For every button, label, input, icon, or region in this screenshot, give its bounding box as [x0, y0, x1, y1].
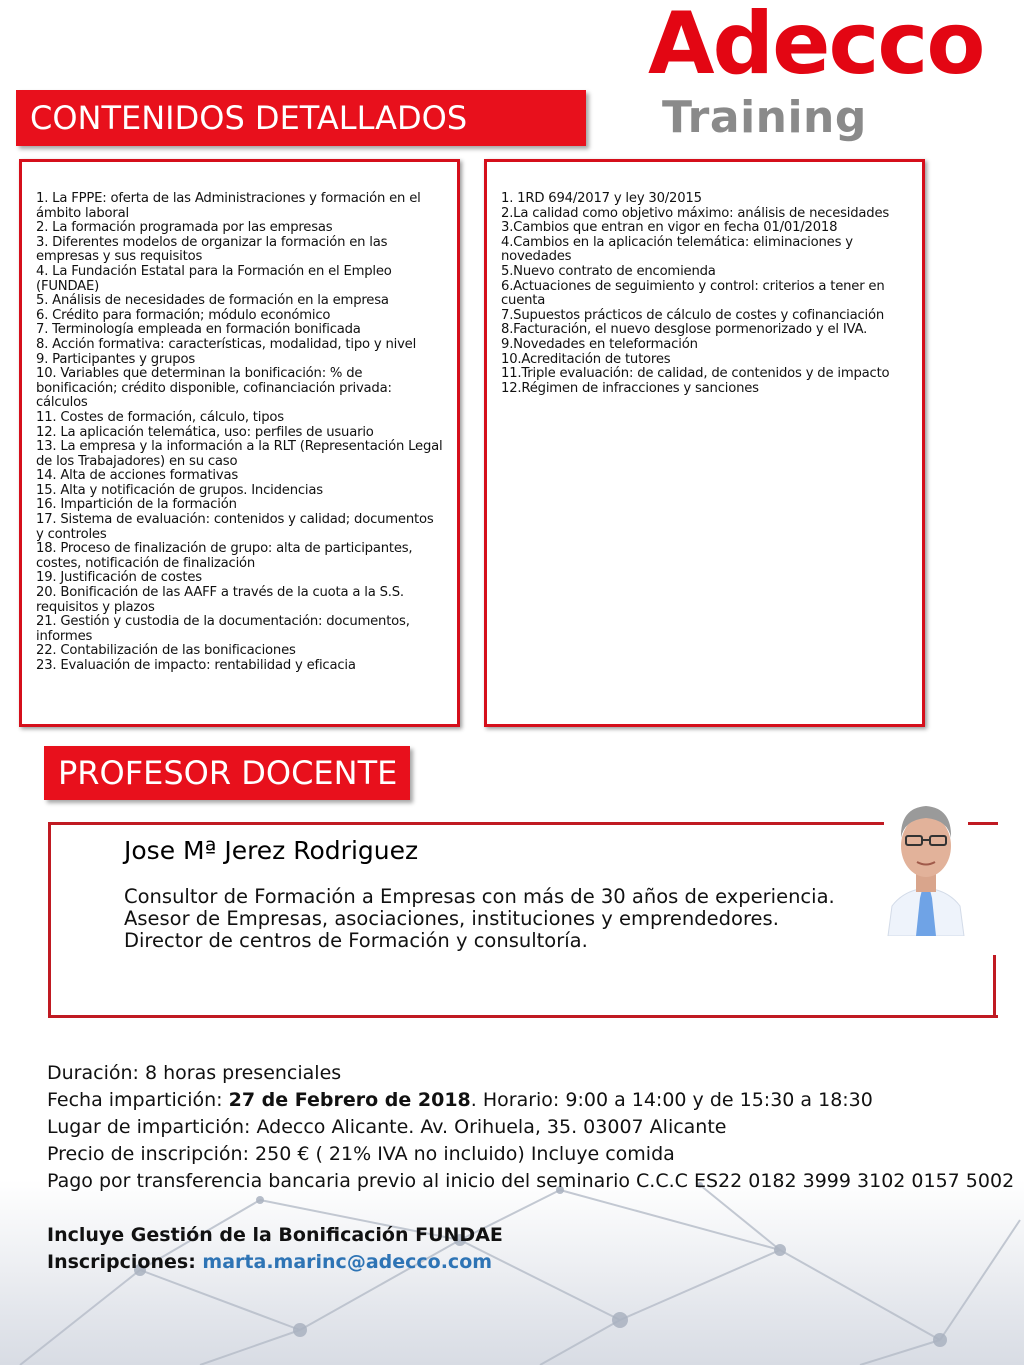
contents-item: 7. Terminología empleada en formación bonificada	[36, 322, 361, 338]
professor-description-line: Asesor de Empresas, asociaciones, instituciones y emprendedores.	[124, 907, 779, 930]
contents-item: 8.Facturación, el nuevo desglose pormenorizado y el IVA.	[501, 322, 868, 338]
contents-item: 22. Contabilización de las bonificaciones	[36, 643, 296, 659]
contents-item: 16. Impartición de la formación	[36, 497, 237, 513]
course-info	[47, 1060, 1014, 1195]
contents-item: 18. Proceso de finalización de grupo: alta de participantes, costes, notificación de finalización	[36, 541, 413, 571]
contents-item: 3. Diferentes modelos de organizar la formación en las empresas y sus requisitos	[36, 234, 388, 265]
professor-description-line: Director de centros de Formación y consultoría.	[124, 929, 588, 952]
contents-item: 13. La empresa y la información a la RLT (Representación Legal de los Trabajadores) en su caso	[36, 439, 443, 469]
contents-item: 4.Cambios en la aplicación telemática: eliminaciones y novedades	[501, 234, 853, 265]
contents-item: 12. La aplicación telemática, uso: perfiles de usuario	[36, 424, 374, 440]
contents-section-header	[16, 90, 586, 146]
contents-item: 23. Evaluación de impacto: rentabilidad y eficacia	[36, 658, 356, 673]
fundae-line: Incluye Gestión de la Bonificación FUNDAE	[47, 1224, 503, 1246]
contents-item: 6. Crédito para formación; módulo económico	[36, 307, 331, 323]
schedule-text: . Horario: 9:00 a 14:00 y de 15:30 a 18:30	[470, 1089, 873, 1111]
contents-left-box	[19, 159, 460, 727]
date-line	[47, 1087, 1014, 1114]
contents-item: 21. Gestión y custodia de la documentación: documentos, informes	[36, 614, 410, 644]
duration-line: Duración: 8 horas presenciales	[47, 1062, 342, 1084]
contents-item: 20. Bonificación de las AAFF a través de la cuota a la S.S. requisitos y plazos	[36, 585, 404, 615]
contents-item: 11. Costes de formación, cálculo, tipos	[36, 409, 284, 425]
contents-item: 5.Nuevo contrato de encomienda	[501, 263, 716, 279]
contents-item: 2. La formación programada por las empresas	[36, 220, 333, 236]
date-label: Fecha impartición:	[47, 1089, 229, 1111]
contents-item: 5. Análisis de necesidades de formación en la empresa	[36, 293, 389, 309]
contents-item: 15. Alta y notificación de grupos. Incidencias	[36, 482, 323, 498]
professor-section-header	[44, 746, 410, 800]
contents-item: 6.Actuaciones de seguimiento y control: criterios a tener en cuenta	[501, 278, 885, 309]
registration-email-link[interactable]: marta.marinc@adecco.com	[202, 1251, 493, 1273]
professor-section-title: PROFESOR DOCENTE	[58, 754, 398, 792]
contents-item: 1. 1RD 694/2017 y ley 30/2015	[501, 191, 702, 206]
contents-item: 11.Triple evaluación: de calidad, de contenidos y de impacto	[501, 366, 890, 382]
contents-left-list	[36, 192, 443, 674]
contents-item: 14. Alta de acciones formativas	[36, 468, 239, 484]
contents-item: 10.Acreditación de tutores	[501, 351, 671, 367]
contents-right-list	[501, 192, 908, 396]
contents-item: 2.La calidad como objetivo máximo: análisis de necesidades	[501, 205, 890, 221]
registration-label: Inscripciones:	[47, 1251, 203, 1273]
contents-item: 9. Participantes y grupos	[36, 351, 195, 367]
professor-description-line: Consultor de Formación a Empresas con más de 30 años de experiencia.	[124, 885, 835, 908]
date-value: 27 de Febrero de 2018	[228, 1089, 471, 1111]
professor-name: Jose Mª Jerez Rodriguez	[124, 836, 419, 865]
contents-item: 1. La FPPE: oferta de las Administraciones y formación en el ámbito laboral	[36, 191, 421, 221]
professor-frame-right-edge	[993, 955, 996, 1018]
contents-item: 10. Variables que determinan la bonificación: % de bonificación; crédito disponible, cofinanciación privada: cálculos	[36, 366, 392, 411]
location-line: Lugar de impartición: Adecco Alicante. Av. Orihuela, 35. 03007 Alicante	[47, 1116, 727, 1138]
adecco-training-logo	[648, 0, 998, 150]
contents-item: 19. Justificación de costes	[36, 570, 202, 586]
contents-item: 12.Régimen de infracciones y sanciones	[501, 380, 759, 396]
price-line: Precio de inscripción: 250 € ( 21% IVA no incluido) Incluye comida	[47, 1143, 675, 1165]
logo-sub-text: Training	[662, 92, 867, 143]
contents-right-box	[484, 159, 925, 727]
contents-item: 9.Novedades en teleformación	[501, 336, 698, 352]
contents-item: 8. Acción formativa: características, modalidad, tipo y nivel	[36, 336, 417, 352]
logo-brand-text: Adecco	[648, 0, 984, 94]
contents-item: 4. La Fundación Estatal para la Formación en el Empleo (FUNDAE)	[36, 263, 392, 294]
professor-description	[124, 886, 835, 952]
contents-item: 17. Sistema de evaluación: contenidos y calidad; documentos y controles	[36, 512, 434, 542]
registration-info	[47, 1222, 503, 1276]
contents-section-title: CONTENIDOS DETALLADOS	[30, 99, 468, 137]
contents-item: 3.Cambios que entran en vigor en fecha 01/01/2018	[501, 220, 838, 236]
contents-item: 7.Supuestos prácticos de cálculo de costes y cofinanciación	[501, 307, 885, 323]
professor-photo	[884, 786, 968, 936]
registration-line	[47, 1249, 503, 1276]
payment-line: Pago por transferencia bancaria previo al inicio del seminario C.C.C ES22 0182 3999 3102 0157 5002	[47, 1170, 1015, 1192]
